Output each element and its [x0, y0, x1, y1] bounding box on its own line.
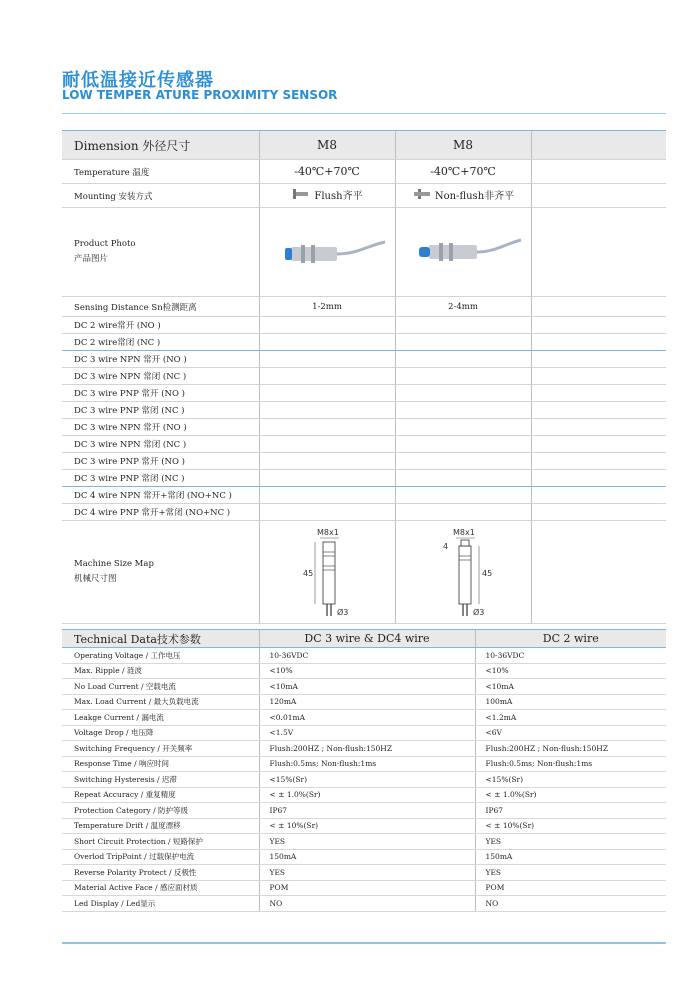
tech-row-value-b: <6V [475, 725, 666, 741]
tech-header-row [62, 630, 666, 648]
size-map-row [62, 521, 666, 624]
temperature-value-2: -40℃+70℃ [395, 160, 531, 184]
tech-row-label: Response Time / 响应时间 [62, 756, 259, 772]
tech-row-value-a: YES [259, 834, 475, 850]
wiring-label: DC 3 wire PNP 常闭 (NC ) [62, 402, 259, 419]
tech-row-label: Max. Load Current / 最大负载电流 [62, 694, 259, 710]
sensing-value-2: 2-4mm [395, 297, 531, 317]
wiring-label: DC 3 wire PNP 常开 (NO ) [62, 453, 259, 470]
flush-mount-icon [291, 187, 311, 201]
tech-row-value-a: NO [259, 896, 475, 912]
sensor-photo-flush [267, 232, 387, 272]
wiring-row [62, 317, 666, 334]
tech-row [62, 896, 666, 912]
tech-row-value-b: <1.2mA [475, 710, 666, 726]
size-diagram-nonflush [423, 524, 503, 620]
size-map-label-cn: 机械尺寸图 [74, 574, 117, 584]
tech-row-value-b: YES [475, 865, 666, 881]
photo-label-cn: 产品图片 [74, 254, 109, 264]
tech-row-label: No Load Current / 空载电流 [62, 679, 259, 695]
dimension-col-1: M8 [259, 131, 395, 160]
tech-row [62, 865, 666, 881]
photo-row [62, 208, 666, 297]
sensing-row [62, 297, 666, 317]
wiring-label: DC 3 wire PNP 常闭 (NC ) [62, 470, 259, 487]
dimension-col-3 [531, 131, 666, 160]
wiring-row [62, 419, 666, 436]
wiring-label: DC 4 wire PNP 常开+常闭 (NO+NC ) [62, 504, 259, 521]
tech-row-label: Switching Hysteresis / 迟滞 [62, 772, 259, 788]
wiring-label: DC 2 wire常闭 (NC ) [62, 334, 259, 351]
tech-row-label: Voltage Drop / 电压降 [62, 725, 259, 741]
dimension-row [62, 131, 666, 160]
wiring-label: DC 4 wire NPN 常开+常闭 (NO+NC ) [62, 487, 259, 504]
tech-row-label: Leakge Current / 漏电流 [62, 710, 259, 726]
tech-row-value-b: NO [475, 896, 666, 912]
temperature-label: Temperature 温度 [62, 160, 259, 184]
cable-label: Ø3 [337, 608, 349, 617]
tech-row [62, 648, 666, 664]
tech-row-value-a: Flush:200HZ ; Non-flush:150HZ [259, 741, 475, 757]
nonflush-mount-icon [412, 187, 432, 201]
temperature-row [62, 160, 666, 184]
tech-row-value-b: < ± 10%(Sr) [475, 818, 666, 834]
length-label: 45 [482, 569, 493, 578]
footer-divider [62, 942, 666, 944]
tech-row [62, 772, 666, 788]
tech-row-label: Short Circuit Protection / 短路保护 [62, 834, 259, 850]
tech-row-label: Protection Category / 防护等级 [62, 803, 259, 819]
tech-row-label: Material Active Face / 感应面材质 [62, 880, 259, 896]
tech-row-value-b: 10-36VDC [475, 648, 666, 664]
wiring-label: DC 3 wire NPN 常开 (NO ) [62, 419, 259, 436]
cable-label: Ø3 [473, 608, 485, 617]
tech-row [62, 756, 666, 772]
wiring-row [62, 436, 666, 453]
tech-row-value-b: YES [475, 834, 666, 850]
thread-label: M8x1 [317, 528, 339, 537]
tech-row-label: Reverse Polarity Protect / 反极性 [62, 865, 259, 881]
tech-row-value-a: <0.01mA [259, 710, 475, 726]
dimension-label: Dimension 外径尺寸 [62, 131, 259, 160]
tech-body [62, 648, 666, 912]
tech-row-value-b: 150mA [475, 849, 666, 865]
tech-row [62, 741, 666, 757]
wiring-row [62, 334, 666, 351]
wiring-label: DC 3 wire NPN 常开 (NO ) [62, 351, 259, 368]
wiring-label: DC 2 wire常开 (NO ) [62, 317, 259, 334]
tech-row [62, 787, 666, 803]
tech-row-value-a: 120mA [259, 694, 475, 710]
wiring-row [62, 453, 666, 470]
tech-row-label: Temperature Drift / 温度漂移 [62, 818, 259, 834]
sensor-photo-nonflush [403, 232, 523, 272]
tech-row-value-a: <15%(Sr) [259, 772, 475, 788]
tech-row-value-a: < ± 1.0%(Sr) [259, 787, 475, 803]
temperature-value-1: -40℃+70℃ [259, 160, 395, 184]
tech-row-value-a: YES [259, 865, 475, 881]
tech-row-value-a: <10% [259, 663, 475, 679]
mounting-row [62, 184, 666, 208]
tech-row-value-a: <1.5V [259, 725, 475, 741]
tech-row [62, 694, 666, 710]
tech-row-value-b: Flush:200HZ ; Non-flush:150HZ [475, 741, 666, 757]
dimension-col-2: M8 [395, 131, 531, 160]
size-map-label-en: Machine Size Map [74, 559, 154, 569]
wiring-row [62, 402, 666, 419]
mounting-nonflush [412, 187, 514, 202]
tech-row [62, 880, 666, 896]
tech-row-value-b: <10mA [475, 679, 666, 695]
tech-row-value-a: <10mA [259, 679, 475, 695]
size-diagram-flush [287, 524, 367, 620]
tech-row-value-a: < ± 10%(Sr) [259, 818, 475, 834]
tech-row-value-a: 150mA [259, 849, 475, 865]
wiring-row [62, 368, 666, 385]
tech-row [62, 663, 666, 679]
wiring-row [62, 504, 666, 521]
tech-row-value-a: POM [259, 880, 475, 896]
title-en: LOW TEMPER ATURE PROXIMITY SENSOR [62, 88, 338, 102]
tech-row-value-b: <10% [475, 663, 666, 679]
wiring-row [62, 351, 666, 368]
sensing-label: Sensing Distance Sn检测距离 [62, 297, 259, 317]
tech-header-label: Technical Data技术参数 [62, 630, 259, 648]
wiring-row [62, 487, 666, 504]
tech-row [62, 849, 666, 865]
tech-col-a: DC 3 wire & DC4 wire [259, 630, 475, 648]
wiring-row [62, 385, 666, 402]
wiring-row [62, 470, 666, 487]
mounting-value-2: Non-flush非齐平 [434, 190, 515, 202]
photo-label-en: Product Photo [74, 239, 136, 249]
tech-row-label: Max. Ripple / 涟波 [62, 663, 259, 679]
tech-row-value-b: POM [475, 880, 666, 896]
tech-row-value-b: 100mA [475, 694, 666, 710]
tech-row-label: Led Display / Led显示 [62, 896, 259, 912]
sensing-value-1: 1-2mm [259, 297, 395, 317]
tech-col-b: DC 2 wire [475, 630, 666, 648]
wiring-label: DC 3 wire NPN 常闭 (NC ) [62, 368, 259, 385]
tech-row [62, 834, 666, 850]
thread-label: M8x1 [453, 528, 475, 537]
mounting-flush [291, 187, 362, 202]
tech-row-value-b: < ± 1.0%(Sr) [475, 787, 666, 803]
tech-row [62, 803, 666, 819]
mounting-label: Mounting 安装方式 [62, 184, 259, 208]
wiring-label: DC 3 wire NPN 常闭 (NC ) [62, 436, 259, 453]
tech-row [62, 818, 666, 834]
tech-row-label: Repeat Accuracy / 重复精度 [62, 787, 259, 803]
tech-row-value-a: 10-36VDC [259, 648, 475, 664]
tech-row-value-a: Flush:0.5ms; Non-flush:1ms [259, 756, 475, 772]
tech-row-value-b: <15%(Sr) [475, 772, 666, 788]
tech-row [62, 710, 666, 726]
tech-row [62, 725, 666, 741]
tech-row-value-b: IP67 [475, 803, 666, 819]
wiring-label: DC 3 wire PNP 常开 (NO ) [62, 385, 259, 402]
tech-row [62, 679, 666, 695]
header-divider [62, 113, 666, 114]
mounting-value-1: Flush齐平 [314, 190, 363, 202]
tech-table [62, 629, 666, 912]
tech-row-label: Overlod TripPoint / 过载保护电流 [62, 849, 259, 865]
tech-row-value-a: IP67 [259, 803, 475, 819]
tech-row-value-b: Flush:0.5ms; Non-flush:1ms [475, 756, 666, 772]
title-cn: 耐低温接近传感器 [62, 70, 214, 91]
tech-row-label: Switching Frequency / 开关频率 [62, 741, 259, 757]
offset-label: 4 [443, 542, 449, 551]
spec-table [62, 130, 666, 624]
tech-row-label: Operating Voltage / 工作电压 [62, 648, 259, 664]
length-label: 45 [303, 569, 314, 578]
